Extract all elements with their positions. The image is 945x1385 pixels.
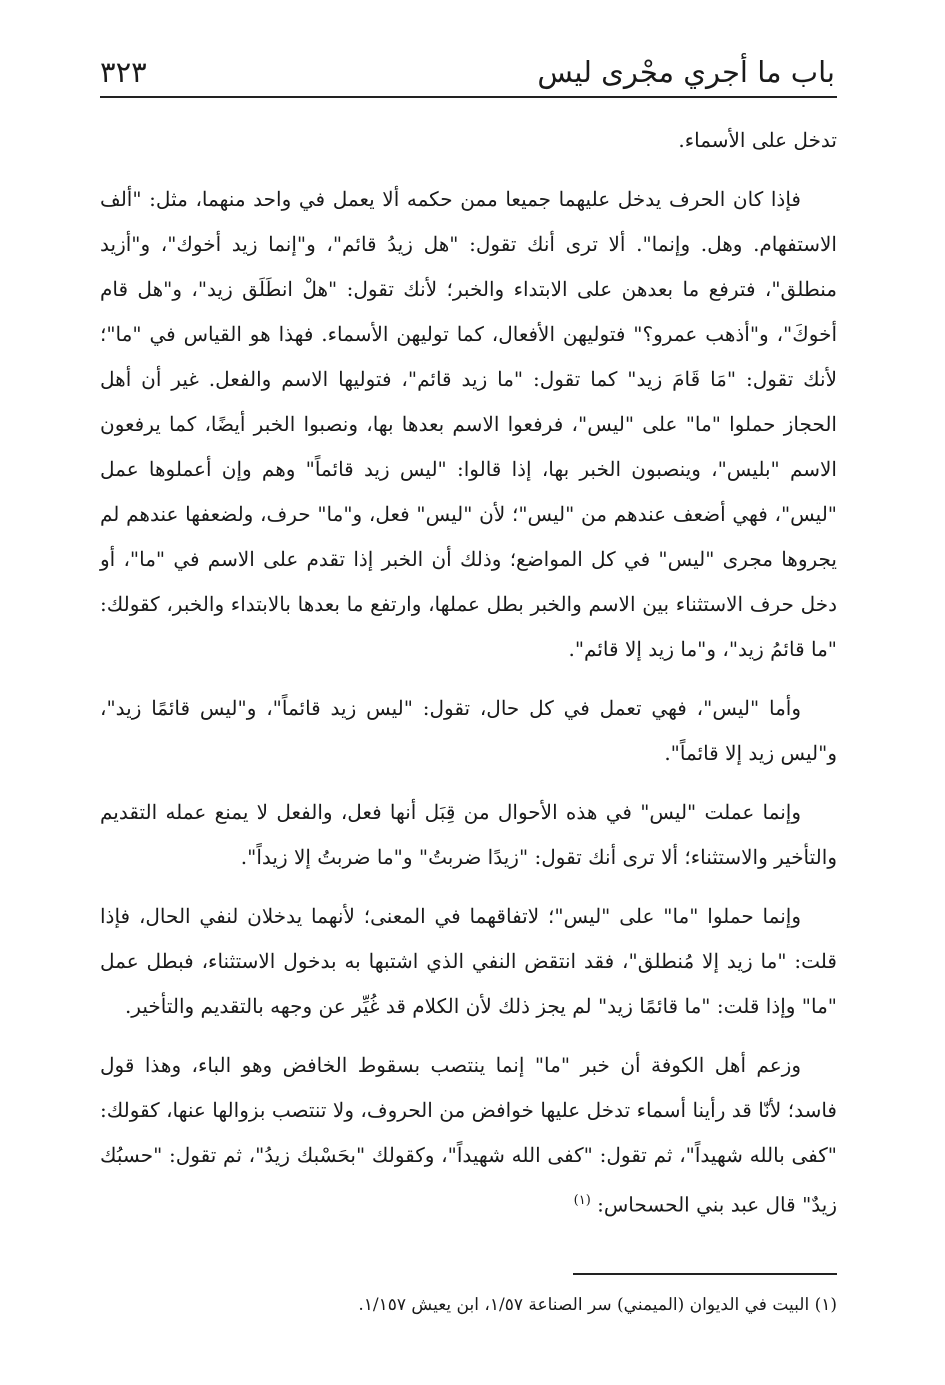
paragraph-last	[100, 1043, 837, 1228]
page-number: ٣٢٣	[100, 55, 147, 89]
running-header	[100, 52, 835, 96]
paragraph: وإنما حملوا "ما" على "ليس"؛ لاتفاقهما في المعنى؛ لأنهما يدخلان لنفي الحال، فإذا قلت: "ما زيد إلا مُنطلق"، فقد انتقض النفي الذي اشتبها به بدخول الاستثناء، فبطل عمل "ما" وإذا قلت: "ما قائمًا زيد" لم يجز ذلك لأن الكلام قد غُيِّر عن وجهه بالتقديم والتأخير.	[100, 904, 837, 1018]
footnote-rule	[573, 1273, 837, 1275]
paragraph-text: وزعم أهل الكوفة أن خبر "ما" إنما ينتصب بسقوط الخافض وهو الباء، وهذا قول فاسد؛ لأنّا قد رأينا أسماء تدخل عليها خوافض من الحروف، ولا تنتصب بزوالها عنها، كقولك: "كفى بالله شهيداً"، ثم تقول: "كفى الله شهيداً"، وكقولك "بحَسْبك زيدُ"، ثم تقول: "حسبُك زيدٌ" قال عبد بني الحسحاس:	[100, 1053, 837, 1217]
paragraph-continuation: تدخل على الأسماء.	[678, 128, 837, 152]
main-text	[100, 118, 837, 1228]
paragraph: وإنما عملت "ليس" في هذه الأحوال من قِبَل أنها فعل، والفعل لا يمنع عمله التقديم والتأخير والاستثناء؛ ألا ترى أنك تقول: "زيدًا ضربتُ" و"ما ضربتُ إلا زيداً".	[100, 800, 837, 869]
chapter-title: باب ما أجري مجْرى ليس	[537, 55, 835, 89]
paragraph: فإذا كان الحرف يدخل عليهما جميعا ممن حكمه ألا يعمل في واحد منهما، مثل: "ألف الاستفهام. وهل. وإنما". ألا ترى أنك تقول: "هل زيدُ قائم"، و"إنما زيد أخوك"، و"أزيد منطلق"، فترفع ما بعدهن على الابتداء والخبر؛ لأنك تقول: "هلْ انطَلَق زيد"، و"هل قام أخوكَ"، و"أذهب عمرو؟" فتوليهن الأفعال، كما توليهن الأسماء. فهذا هو القياس في "ما"؛ لأنك تقول: "مَا قَامَ زيد" كما تقول: "ما زيد قائم"، فتوليها الاسم والفعل. غير أن أهل الحجاز حملوا "ما" على "ليس"، فرفعوا الاسم بعدها بها، ونصبوا الخبر أيضًا، كما يرفعون الاسم "بليس"، وينصبون الخبر بها، إذا قالوا: "ليس زيد قائماً" وهم وإن أعملوها عمل "ليس"، فهي أضعف عندهم من "ليس"؛ لأن "ليس" فعل، و"ما" حرف، ولضعفها عندهم لم يجروها مجرى "ليس" في كل المواضع؛ وذلك أن الخبر إذا تقدم على الاسم في "ما"، أو دخل حرف الاستثناء بين الاسم والخبر بطل عملها، وارتفع ما بعدها بالابتداء والخبر، كقولك: "ما قائمُ زيد"، و"ما زيد إلا قائم".	[100, 187, 838, 661]
footnote-marker: (١)	[573, 1193, 591, 1208]
paragraph: وأما "ليس"، فهي تعمل في كل حال، تقول: "ليس زيد قائماً"، و"ليس قائمًا زيد"، و"ليس زيد إلا قائماً".	[100, 696, 837, 765]
footnote: (١) البيت في الديوان (الميمني) سر الصناعة ١/٥٧، ابن يعيش ١/١٥٧.	[358, 1295, 837, 1315]
header-rule	[100, 96, 837, 98]
